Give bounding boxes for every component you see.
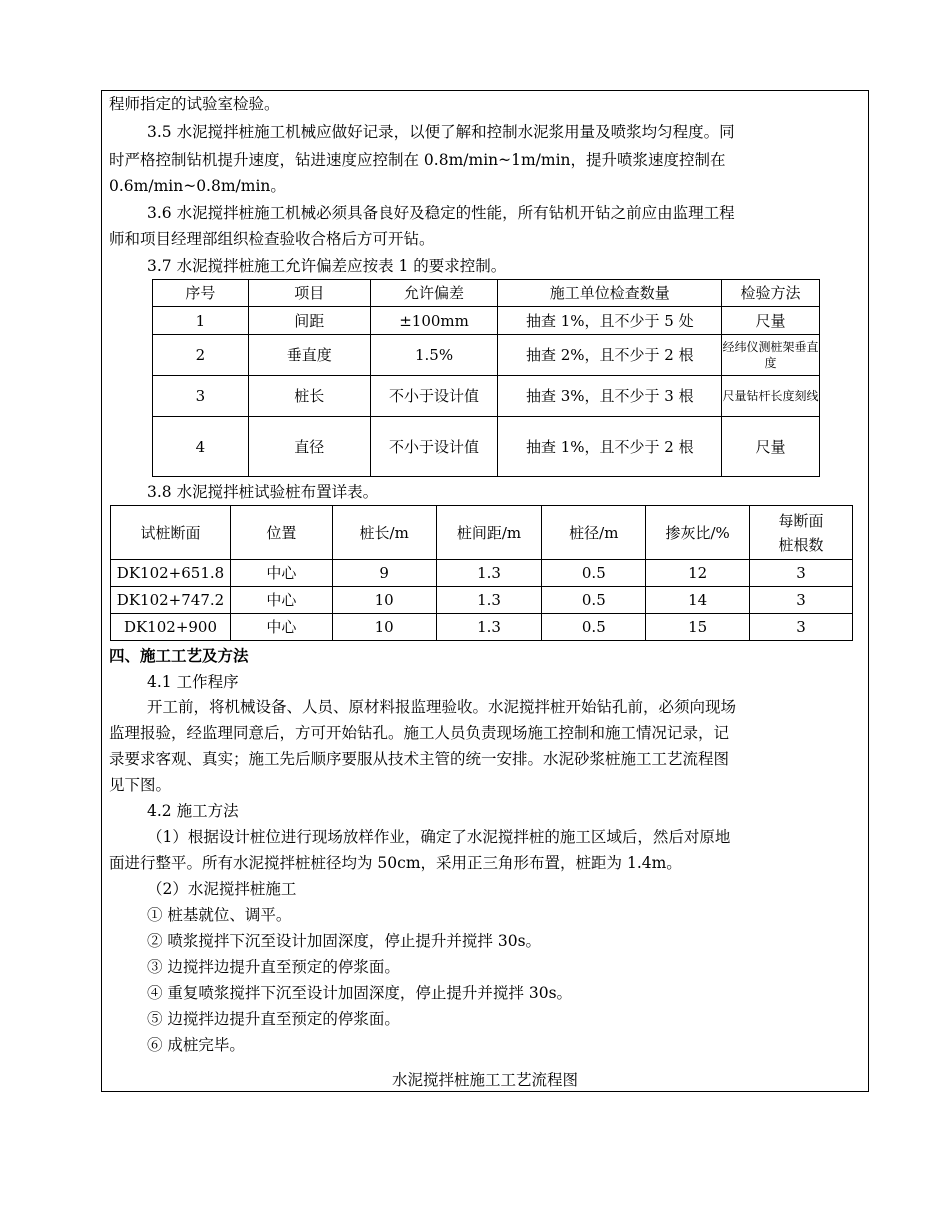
table-header-cell: 允许偏差 bbox=[370, 280, 498, 307]
table-cell: 尺量钻杆长度刻线 bbox=[722, 376, 820, 417]
table-cell: 0.5 bbox=[542, 560, 646, 587]
table-row bbox=[153, 335, 820, 376]
figure-caption: 水泥搅拌桩施工工艺流程图 bbox=[391, 1071, 578, 1089]
table-cell: 3 bbox=[153, 376, 249, 417]
list-item: ② 喷浆搅拌下沉至设计加固深度，停止提升并搅拌 30s。 bbox=[147, 932, 542, 950]
table-row bbox=[153, 417, 820, 477]
table-cell: 10 bbox=[332, 614, 436, 641]
table-cell: 2 bbox=[153, 335, 249, 376]
table-row bbox=[111, 614, 853, 641]
table-cell: 14 bbox=[646, 587, 750, 614]
para-line: 见下图。 bbox=[109, 776, 172, 794]
para-line: 师和项目经理部组织检查验收合格后方可开钻。 bbox=[109, 230, 435, 248]
table-cell: 不小于设计值 bbox=[370, 417, 498, 477]
table-cell: 0.5 bbox=[542, 587, 646, 614]
table-cell: DK102+747.2 bbox=[111, 587, 231, 614]
table-header-cell: 检验方法 bbox=[722, 280, 820, 307]
table-cell: 间距 bbox=[248, 307, 370, 335]
para-line: 3.7 水泥搅拌桩施工允许偏差应按表 1 的要求控制。 bbox=[147, 257, 507, 275]
table-cell: 3 bbox=[750, 560, 853, 587]
table-cell: 抽查 1%，且不少于 2 根 bbox=[498, 417, 722, 477]
table-cell: DK102+651.8 bbox=[111, 560, 231, 587]
subsection-title: 4.2 施工方法 bbox=[147, 802, 239, 820]
para-line: 程师指定的试验室检验。 bbox=[109, 95, 280, 113]
table-cell: 垂直度 bbox=[248, 335, 370, 376]
para-line: 监理报验，经监理同意后，方可开始钻孔。施工人员负责现场施工控制和施工情况记录，记 bbox=[109, 724, 730, 742]
table-cell: 0.5 bbox=[542, 614, 646, 641]
table-row bbox=[153, 376, 820, 417]
table-cell: DK102+900 bbox=[111, 614, 231, 641]
table-row bbox=[111, 560, 853, 587]
table-cell: 10 bbox=[332, 587, 436, 614]
table-cell: 4 bbox=[153, 417, 249, 477]
para-line: （1）根据设计桩位进行现场放样作业，确定了水泥搅拌桩的施工区域后，然后对原地 bbox=[147, 828, 731, 846]
table-cell: 3 bbox=[750, 587, 853, 614]
para-line: 录要求客观、真实；施工先后顺序要服从技术主管的统一安排。水泥砂浆桩施工工艺流程图 bbox=[109, 750, 730, 768]
para-line: 3.5 水泥搅拌桩施工机械应做好记录，以便了解和控制水泥浆用量及喷浆均匀程度。同 bbox=[147, 123, 735, 141]
para-line: 0.6m/min~0.8m/min。 bbox=[109, 177, 286, 195]
para-line: （2）水泥搅拌桩施工 bbox=[147, 880, 297, 898]
section-heading: 四、施工工艺及方法 bbox=[109, 646, 249, 665]
table-cell: 12 bbox=[646, 560, 750, 587]
table-header-cell: 项目 bbox=[248, 280, 370, 307]
table-cell: 尺量 bbox=[722, 307, 820, 335]
list-item: ③ 边搅拌边提升直至预定的停浆面。 bbox=[147, 958, 400, 976]
table-header-row bbox=[111, 506, 853, 560]
table-cell: 1 bbox=[153, 307, 249, 335]
table-cell: 抽查 2%，且不少于 2 根 bbox=[498, 335, 722, 376]
table-cell: 直径 bbox=[248, 417, 370, 477]
table-header-cell: 施工单位检查数量 bbox=[498, 280, 722, 307]
table-header-cell: 位置 bbox=[230, 506, 332, 560]
table2-title: 3.8 水泥搅拌桩试验桩布置详表。 bbox=[147, 483, 379, 501]
table-cell: 9 bbox=[332, 560, 436, 587]
table-header-cell: 桩径/m bbox=[542, 506, 646, 560]
table-cell: 不小于设计值 bbox=[370, 376, 498, 417]
table-header-cell: 试桩断面 bbox=[111, 506, 231, 560]
table-cell: 尺量 bbox=[722, 417, 820, 477]
table-header-cell: 桩间距/m bbox=[436, 506, 542, 560]
list-item: ④ 重复喷浆搅拌下沉至设计加固深度，停止提升并搅拌 30s。 bbox=[147, 984, 573, 1002]
para-line: 时严格控制钻机提升速度，钻进速度应控制在 0.8m/min~1m/min，提升喷浆速度控制在 bbox=[109, 151, 726, 169]
table-cell: 1.3 bbox=[436, 560, 542, 587]
table-cell: 中心 bbox=[230, 587, 332, 614]
table-header-cell: 序号 bbox=[153, 280, 249, 307]
table-row bbox=[153, 307, 820, 335]
table-cell: 抽查 1%，且不少于 5 处 bbox=[498, 307, 722, 335]
table-header-row bbox=[153, 280, 820, 307]
table-cell: 中心 bbox=[230, 560, 332, 587]
table-header-cell: 掺灰比/% bbox=[646, 506, 750, 560]
table-cell: 1.3 bbox=[436, 587, 542, 614]
list-item: ① 桩基就位、调平。 bbox=[147, 906, 292, 924]
tolerance-table bbox=[152, 279, 820, 477]
table-cell: ±100mm bbox=[370, 307, 498, 335]
list-item: ⑥ 成桩完毕。 bbox=[147, 1036, 245, 1054]
table-cell: 1.3 bbox=[436, 614, 542, 641]
subsection-title: 4.1 工作程序 bbox=[147, 673, 239, 691]
para-line: 面进行整平。所有水泥搅拌桩桩径均为 50cm，采用正三角形布置，桩距为 1.4m。 bbox=[109, 854, 682, 872]
table-cell: 抽查 3%，且不少于 3 根 bbox=[498, 376, 722, 417]
table-cell: 桩长 bbox=[248, 376, 370, 417]
table-header-cell: 每断面桩根数 bbox=[750, 506, 853, 560]
table-cell: 3 bbox=[750, 614, 853, 641]
para-line: 3.6 水泥搅拌桩施工机械必须具备良好及稳定的性能，所有钻机开钻之前应由监理工程 bbox=[147, 204, 735, 222]
para-line: 开工前，将机械设备、人员、原材料报监理验收。水泥搅拌桩开始钻孔前，必须向现场 bbox=[147, 698, 737, 716]
table-row bbox=[111, 587, 853, 614]
test-pile-table bbox=[110, 505, 853, 641]
table-cell: 1.5% bbox=[370, 335, 498, 376]
table-cell: 15 bbox=[646, 614, 750, 641]
table-cell: 经纬仪测桩架垂直度 bbox=[722, 335, 820, 376]
list-item: ⑤ 边搅拌边提升直至预定的停浆面。 bbox=[147, 1010, 400, 1028]
table-header-cell: 桩长/m bbox=[332, 506, 436, 560]
table-cell: 中心 bbox=[230, 614, 332, 641]
